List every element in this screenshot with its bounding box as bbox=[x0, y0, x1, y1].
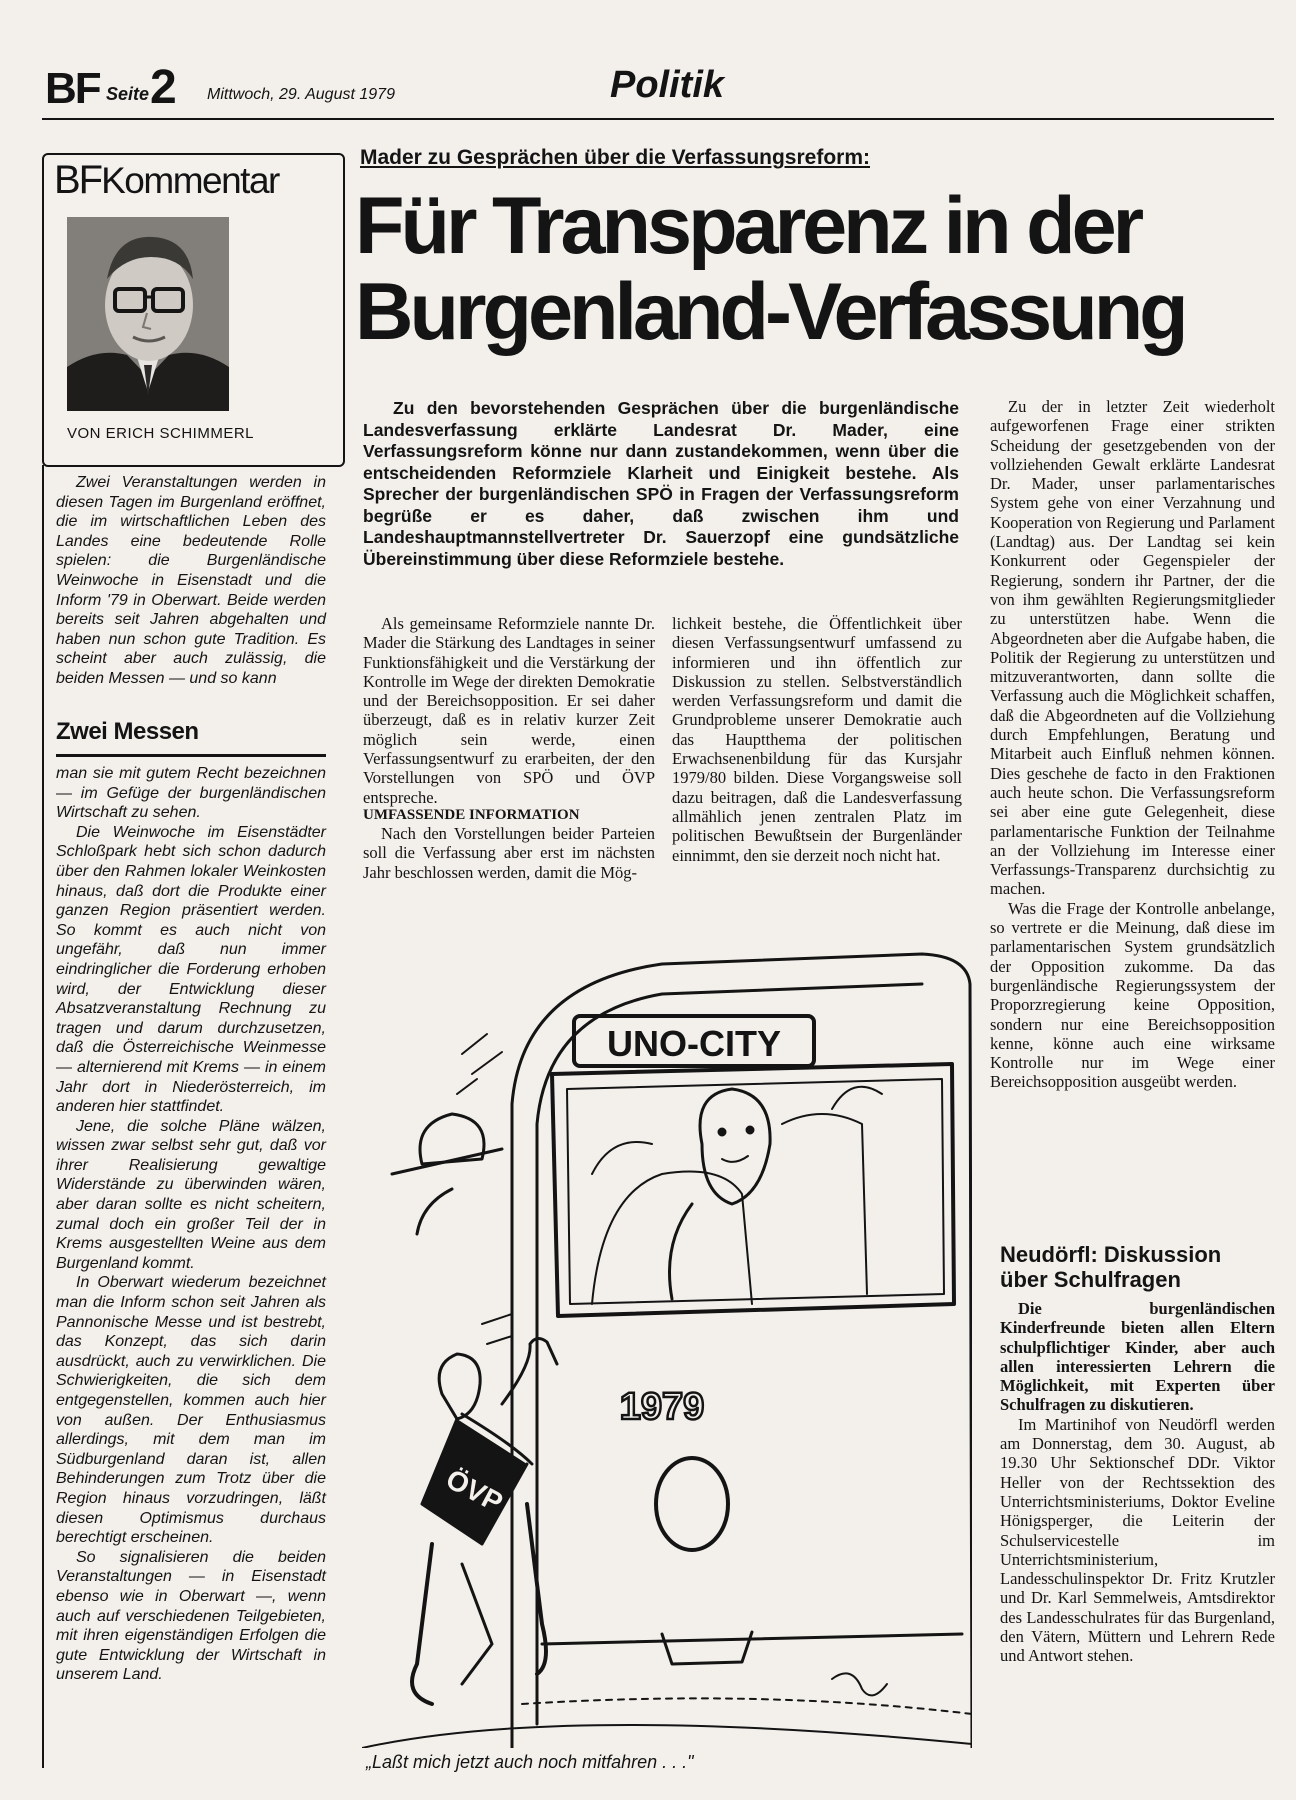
kommentar-paragraph: man sie mit gutem Recht bezeichnen — im Gefüge der burgenländischen Wirtschaft zu sehen. bbox=[56, 765, 326, 822]
kommentar-paragraph: Jene, die solche Pläne wälzen, wissen zwar selbst sehr gut, daß vor ihrer Realisierung gewaltige Widerstände zu überwinden wären, aber daran sollte es nicht scheitern, zumal doch ein großer Teil der in Krems ausgestellten Weine aus dem Burgenland kommt. bbox=[56, 1117, 326, 1272]
kommentar-paragraph: Die Weinwoche im Eisenstädter Schloßpark hebt sich schon dadurch über den Rahmen lokaler Weinkosten hinaus, daß dort die Produkte einer ganzen Region präsentiert werden. So kommt es auch nicht von ungefähr, daß nun immer eindringlicher die Forderung erhoben wird, der Entwicklung dieser Absatzveranstaltung Rechnung zu tragen und darum durchzusetzen, daß die Österreichische Weinmesse — alternierend mit Krems — in einem Jahr dort in Niederösterreich, im anderen hier stattfindet. bbox=[56, 823, 326, 1116]
headline-line-1: Für Transparenz in der bbox=[355, 181, 1141, 271]
section-title: Politik bbox=[610, 64, 725, 106]
box-paragraph: Im Martinihof von Neudörfl werden am Donnerstag, dem 30. August, ab 19.30 Uhr Sektionschef DDr. Viktor Heller von der Rechtssektion des Unterrichtsministeriums, Doktor Eveline Hönigsperger, die Leiterin der Schulservicestelle im Unterrichtsministerium, Landesschulinspektor Dr. Fritz Krutzler und Dr. Karl Semmelweis, Amtsdirektor des Landesschulrates für das Burgenland, den Vätern, Müttern und Lehrern Rede und Antwort stehen. bbox=[1000, 1414, 1275, 1666]
column-divider bbox=[42, 465, 44, 1768]
kommentar-paragraph: So signalisieren die beiden Veranstaltungen — in Eisenstadt ebenso wie in Oberwart —, wenn auch auf verschiedenen Teilgebieten, mit ihren eigenständigen Erfolgen die gute Entwicklung der Wirtschaft in unserem Land. bbox=[56, 1548, 326, 1684]
article-column-3 bbox=[990, 397, 1275, 1092]
article-subhead: UMFASSENDE INFORMATION bbox=[363, 806, 580, 823]
article-paragraph: Als gemeinsame Reformziele nannte Dr. Mader die Stärkung des Landtages in seiner Funktionsfähigkeit und die Verstärkung der Kontrolle im Wege der direkten Demokratie und der Bereichsopposition. Er sei daher überzeugt, daß es in relativ kurzer Zeit möglich sein werde, einen Verfassungsentwurf zu erarbeiten, der den Vorstellungen von SPÖ und ÖVP entspreche. bbox=[363, 614, 655, 807]
box-title: Neudörfl: Diskussion über Schulfragen bbox=[1000, 1242, 1222, 1292]
article-column-2 bbox=[672, 614, 962, 865]
header-rule bbox=[42, 118, 1274, 120]
figure-label-text: ÖVP bbox=[441, 1463, 508, 1519]
subhead-rule bbox=[56, 754, 326, 757]
author-photo bbox=[67, 217, 229, 411]
kommentar-body bbox=[56, 764, 326, 1685]
article-paragraph: Zu der in letzter Zeit wiederholt aufgeworfenen Frage einer strikten Scheidung der gesetzgebenden von der vollziehenden Gewalt erklärte Landesrat Dr. Mader, unser parlamentarisches System gehe von einer Verzahnung und Kooperation von Regierung und Parlament (Landtag) aus. Der Landtag sei kein Konkurrent oder Gegenspieler der Regierung, sondern ihr Partner, der die von ihm gewählten Regierungsmitglieder zu unterstützen habe. Wenn die Abgeordneten aber die Aufgabe haben, die Politik der Regierung zu unterstützen und mitzuverantworten, dann sollte die Verfassung auch die Möglichkeit schaffen, daß die Abgeordneten auf die Vollziehung durch Empfehlungen, Beratung und Mitarbeit auch Einfluß nehmen können. Dies geschehe de facto in den Fraktionen auch heute schon. Die Verfassungsreform sei aber eine gute Gelegenheit, diese parlamentarische Funktion der Teilnahme an der Vollziehung im Interesse einer Verfassungs-Transparenz durchsichtig zu machen. bbox=[990, 397, 1275, 899]
masthead-logo: BF bbox=[45, 64, 100, 113]
article-lead: Zu den bevorstehenden Gesprächen über die burgenländische Landesverfassung erklärte Landesrat Dr. Mader, eine Verfassungsreform könne nur dann zustandekommen, wenn über die entscheidenden Reformziele Klarheit und Einigkeit bestehe. Als Sprecher der burgenländischen SPÖ in Fragen der Verfassungsreform begrüße er es daher, daß zwischen ihm und Landeshauptmannstellvertreter Dr. Sauerzopf eine gundsätzliche Übereinstimmung über diese Reformziele bestehe. bbox=[363, 398, 959, 569]
bus-sign-text: UNO-CITY bbox=[607, 1023, 781, 1064]
box-lead: Die burgenländischen Kinderfreunde bieten allen Eltern schulpflichtiger Kinder, aber auch allen interessierten Lehrern die Möglichkeit, mit Experten über Schulfragen zu diskutieren. bbox=[1000, 1299, 1275, 1415]
kommentar-title-word: Kommentar bbox=[101, 160, 279, 201]
byline: VON ERICH SCHIMMERL bbox=[67, 425, 255, 442]
kommentar-intro-text: Zwei Veranstaltungen werden in diesen Tagen im Burgenland eröffnet, die im wirtschaftlichen Leben des Landes eine bedeutende Rolle spielen: die Burgenländische Weinwoche in Eisenstadt und die Inform '79 in Oberwart. Beide werden bereits seit Jahren abgehalten und haben nun schon gute Tradition. Es scheint aber auch zulässig, die beiden Messen — und so kann bbox=[56, 474, 326, 687]
headline-line-2: Burgenland-Verfassung bbox=[355, 267, 1185, 357]
bus-number-text: 1979 bbox=[619, 1386, 705, 1428]
kommentar-title-bf: BF bbox=[54, 158, 102, 202]
cartoon-caption: „Laßt mich jetzt auch noch mitfahren . . ." bbox=[366, 1752, 694, 1772]
article-kicker: Mader zu Gesprächen über die Verfassungsreform: bbox=[360, 146, 870, 169]
page-label: Seite bbox=[106, 84, 150, 104]
kommentar-paragraph: In Oberwart wiederum bezeichnet man die Inform schon seit Jahren als Pannonische Messe und ist bestrebt, das Konzept, das sich darin ausdrückt, auch zu verwirklichen. Die Schwierigkeiten, die sich dem entgegenstellen, kommen auch hier von außen. Der Enthusiasmus allerdings, mit dem man im Südburgenland daran ist, allen Behinderungen zum Trotz über die Region hinaus vorzudringen, läßt diesen Optimismus durchaus berechtigt erscheinen. bbox=[56, 1274, 326, 1547]
article-column-1 bbox=[363, 614, 655, 882]
kommentar-intro bbox=[56, 473, 326, 689]
cartoon bbox=[362, 944, 972, 1748]
box-body bbox=[1000, 1299, 1275, 1666]
issue-date: Mittwoch, 29. August 1979 bbox=[207, 86, 395, 103]
kommentar-subhead: Zwei Messen bbox=[56, 718, 199, 745]
page-number: 2 bbox=[150, 61, 177, 114]
article-paragraph: Nach den Vorstellungen beider Parteien soll die Verfassung aber erst im nächsten Jahr beschlossen werden, damit die Mög- bbox=[363, 823, 655, 882]
kommentar-title bbox=[54, 158, 279, 203]
article-paragraph: lichkeit bestehe, die Öffentlichkeit über diesen Verfassungsentwurf umfassend zu informieren und ihn öffentlich zur Diskussion zu stellen. Selbstverständlich werden Verfassungsreform und damit die Grundprobleme unserer Demokratie auch das Hauptthema der politischen Erwachsenenbildung für das Kursjahr 1979/80 bilden. Diese Vorgangsweise soll dazu beitragen, daß die Landesverfassung allmählich jenen zentralen Platz im politischen Bewußtsein der Burgenländer einnimmt, den sie derzeit noch nicht hat. bbox=[672, 614, 962, 865]
article-headline bbox=[355, 183, 1275, 355]
article-paragraph: Was die Frage der Kontrolle anbelange, so vertrete er die Meinung, daß diese im parlamentarischen System grundsätzlich der Opposition zukomme. Da das burgenländische Regierungssystem der Proporzregierung keine Opposition, sondern nur eine Bereichsopposition kenne, könne auch eine wirksame Kontrolle nur im Wege einer Bereichsopposition ausgeübt werden. bbox=[990, 898, 1275, 1092]
